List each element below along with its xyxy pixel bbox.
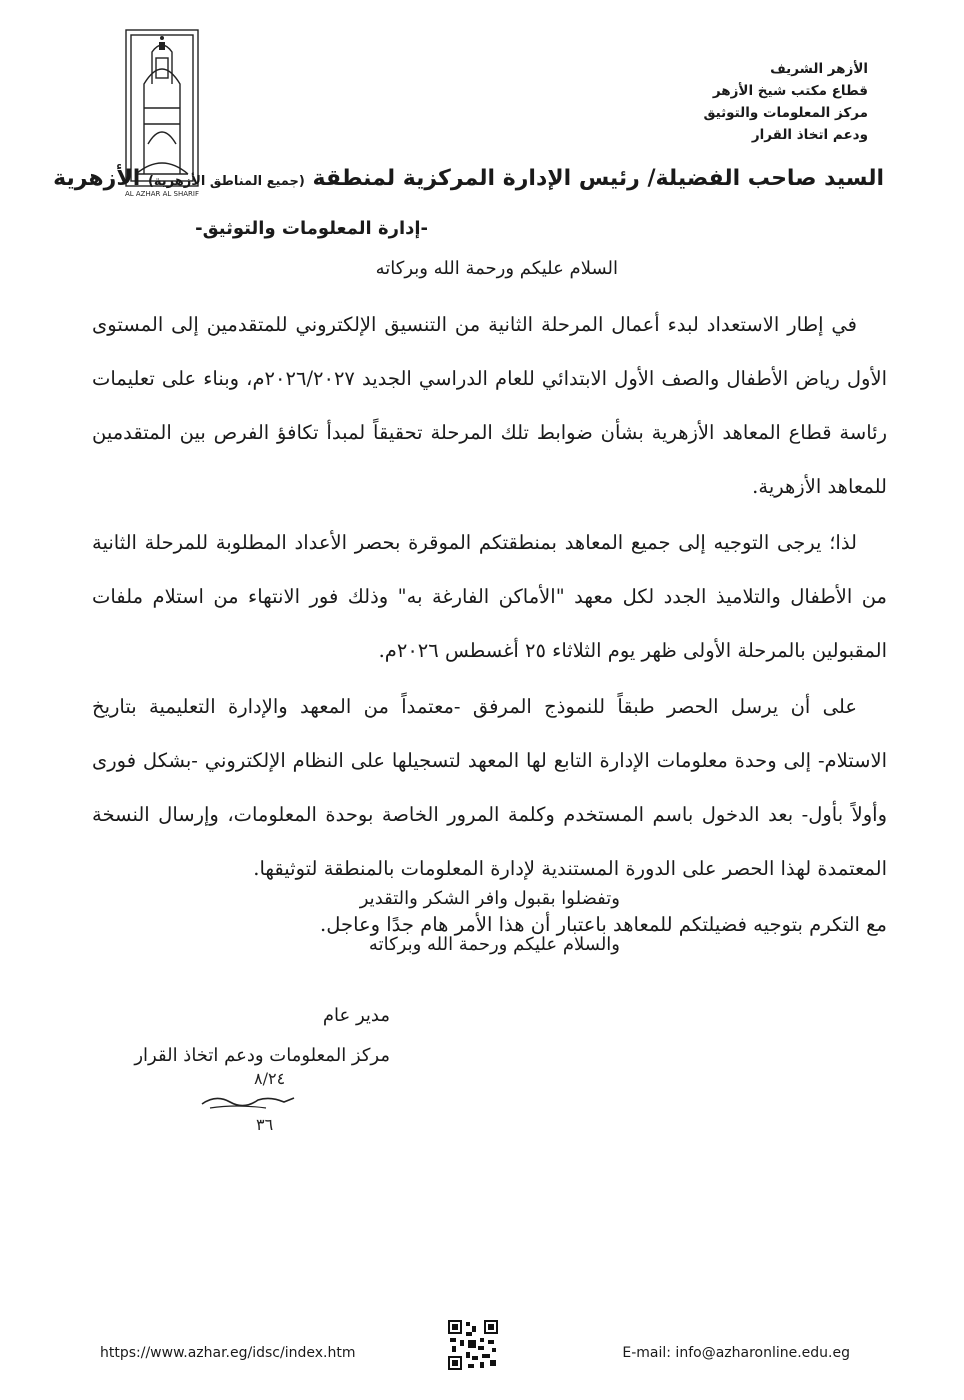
org-line: ودعم اتخاذ القرار xyxy=(751,127,868,143)
paragraph: على أن يرسل الحصر طبقاً للنموذج المرفق -معتمداً من المعهد والإدارة التعليمية بتاريخ الاستلام- إلى وحدة معلومات الإدارة التابع لها المعهد لتسجيلها على النظام الإلكتروني -بشكل فورى وأولاً بأول- بعد الدخول باسم المستخدم وكلمة المرور الخاصة بوحدة المعلومات، وإرسال النسخة المعتمدة لهذا الحصر على الدورة المستندية لإدارة المعلومات بالمنطقة لتوثيقها. xyxy=(92,695,887,880)
org-header xyxy=(568,58,868,146)
org-line: الأزهر الشريف xyxy=(770,61,868,77)
org-line: مركز المعلومات والتوثيق xyxy=(703,105,868,121)
recipient-end: الأزهرية xyxy=(53,166,141,191)
recipient-note: (جميع المناطق الأزهرية) xyxy=(147,174,305,189)
handwritten-number: ٣٦ xyxy=(256,1115,274,1134)
letter-body xyxy=(92,298,887,954)
paragraph: لذا؛ يرجى التوجيه إلى جميع المعاهد بمنطقتكم الموقرة بحصر الأعداد المطلوبة للمرحلة الثانية من الأطفال والتلاميذ الجدد لكل معهد "الأماكن الفارغة به" وذلك فور الانتهاء من استلام ملفات المقبولين بالمرحلة الأولى ظهر يوم الثلاثاء ٢٥ أغسطس ٢٠٢٦م. xyxy=(92,531,887,662)
qr-code-icon xyxy=(446,1318,500,1372)
closing-greeting: والسلام عليكم ورحمة الله وبركاته xyxy=(368,934,620,955)
signature-title: مدير عام xyxy=(322,1005,390,1026)
footer-email[interactable]: E-mail: info@azharonline.edu.eg xyxy=(622,1345,850,1361)
greeting: السلام عليكم ورحمة الله وبركاته xyxy=(375,258,618,279)
handwritten-signature-icon xyxy=(196,1068,306,1138)
department-line: -إدارة المعلومات والتوثيق- xyxy=(195,218,428,239)
org-line: قطاع مكتب شيخ الأزهر xyxy=(712,83,868,99)
recipient-line xyxy=(53,166,884,191)
closing-thanks: وتفضلوا بقبول وافر الشكر والتقدير xyxy=(359,888,620,909)
recipient-main: السيد صاحب الفضيلة/ رئيس الإدارة المركزية لمنطقة xyxy=(312,166,884,191)
paragraph: في إطار الاستعداد لبدء أعمال المرحلة الثانية من التنسيق الإلكتروني للمتقدمين إلى المستوى الأول رياض الأطفال والصف الأول الابتدائي للعام الدراسي الجديد ٢٠٢٦/٢٠٢٧م، وبناء على تعليمات رئاسة قطاع المعاهد الأزهرية بشأن ضوابط تلك المرحلة تحقيقاً لمبدأ تكافؤ الفرص بين المتقدمين للمعاهد الأزهرية. xyxy=(92,313,887,498)
signature-office: مركز المعلومات ودعم اتخاذ القرار xyxy=(134,1045,390,1066)
paragraph: مع التكرم بتوجيه فضيلتكم للمعاهد باعتبار أن هذا الأمر هام جدًا وعاجل. xyxy=(320,913,887,936)
footer-url[interactable]: https://www.azhar.eg/idsc/index.htm xyxy=(100,1345,356,1361)
handwritten-date: ٨/٢٤ xyxy=(254,1069,286,1088)
signature-block xyxy=(90,996,390,1076)
logo-caption: AL AZHAR AL SHARIF xyxy=(124,190,200,198)
